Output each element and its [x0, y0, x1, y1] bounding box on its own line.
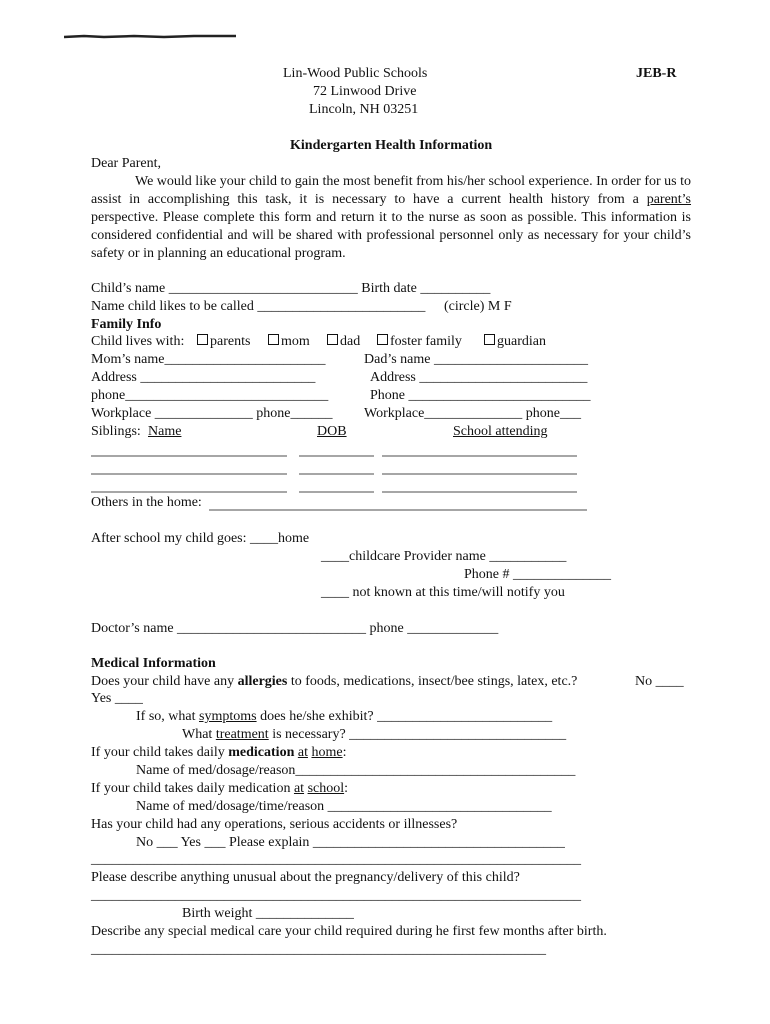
home-med-at: at — [297, 745, 308, 760]
school-med-colon: : — [344, 781, 349, 796]
allergy-question — [91, 674, 577, 690]
school-med-school: school — [307, 781, 345, 796]
operations-answer-field[interactable]: No ___ Yes ___ Please explain ____________________________________ — [136, 835, 565, 850]
allergy-text: to foods, medications, insect/bee stings, latex, etc.? — [287, 674, 578, 689]
siblings-col-dob: DOB — [317, 424, 347, 439]
form-title: Kindergarten Health Information — [290, 138, 493, 153]
checkbox-icon — [377, 334, 388, 345]
mom-address-field[interactable]: Address _________________________ — [91, 370, 316, 385]
mom-workplace-field[interactable]: Workplace ______________ phone______ — [91, 406, 333, 421]
special-care-question: Describe any special medical care your child required during he first few months after birth. — [91, 924, 607, 939]
dad-workplace-field[interactable]: Workplace______________ phone___ — [364, 406, 581, 421]
others-in-home-label: Others in the home: — [91, 495, 202, 510]
checkbox-guardian[interactable] — [484, 334, 546, 350]
checkbox-label: guardian — [497, 334, 546, 349]
school-med-at: at — [293, 781, 305, 796]
school-med-text: If your child takes daily medication — [91, 781, 294, 796]
birth-weight-field[interactable]: Birth weight ______________ — [182, 906, 354, 921]
nickname-field[interactable]: Name child likes to be called ________________________ — [91, 299, 426, 314]
after-school-childcare[interactable]: ____childcare Provider name ___________ — [321, 549, 567, 564]
home-med-name-field[interactable]: Name of med/dosage/reason________________________________________ — [136, 763, 576, 778]
allergy-no-field[interactable]: No ____ — [635, 674, 684, 689]
symptoms-field[interactable] — [136, 709, 552, 725]
treatment-keyword: treatment — [215, 727, 269, 742]
intro-parent: parent’s — [646, 192, 692, 207]
others-in-home-line[interactable] — [209, 508, 589, 512]
siblings-label: Siblings: — [91, 424, 141, 439]
school-medication-question — [91, 781, 348, 797]
school-med-name-field[interactable]: Name of med/dosage/time/reason ________________________________ — [136, 799, 552, 814]
checkbox-mom[interactable] — [268, 334, 310, 350]
checkbox-label: mom — [281, 334, 310, 349]
home-med-colon: : — [342, 745, 347, 760]
checkbox-label: foster family — [390, 334, 462, 349]
allergy-keyword: allergies — [237, 674, 288, 689]
operations-question: Has your child had any operations, serious accidents or illnesses? — [91, 817, 458, 832]
intro-text-2: perspective. Please complete this form and return it to the nurse as soon as possible. This information is considered confidential and will be shared with professional personnel only as necessary for your child’s safety or in planning an educational program. — [91, 210, 691, 261]
siblings-col-school: School attending — [453, 424, 548, 439]
special-care-answer-line[interactable]: _________________________________________________________________ — [91, 942, 546, 957]
home-medication-question — [91, 745, 346, 761]
checkbox-dad[interactable] — [327, 334, 360, 350]
checkbox-icon — [484, 334, 495, 345]
dads-name-field[interactable]: Dad’s name ______________________ — [364, 352, 588, 367]
medical-info-heading: Medical Information — [91, 656, 216, 671]
symptoms-keyword: symptoms — [199, 709, 257, 724]
allergy-yes-field[interactable]: Yes ____ — [91, 691, 143, 706]
after-school-unknown[interactable]: ____ not known at this time/will notify you — [321, 585, 565, 600]
family-info-heading: Family Info — [91, 317, 162, 332]
school-address: 72 Linwood Drive — [313, 84, 417, 99]
symptoms-text: If so, what — [136, 709, 199, 724]
mom-phone-field[interactable]: phone_____________________________ — [91, 388, 329, 403]
school-name: Lin-Wood Public Schools — [283, 66, 428, 81]
moms-name-field[interactable]: Mom’s name_______________________ — [91, 352, 326, 367]
home-med-home: home — [311, 745, 343, 760]
symptoms-text: does he/she exhibit? _________________________ — [256, 709, 553, 724]
checkbox-icon — [197, 334, 208, 345]
intro-paragraph — [91, 173, 691, 263]
scribble-mark — [64, 34, 236, 39]
checkbox-label: parents — [210, 334, 251, 349]
dad-phone-field[interactable]: Phone __________________________ — [370, 388, 591, 403]
school-city: Lincoln, NH 03251 — [309, 102, 419, 117]
home-med-text: If your child takes daily — [91, 745, 229, 760]
pregnancy-answer-line[interactable]: ______________________________________________________________________ — [91, 888, 581, 903]
checkbox-icon — [327, 334, 338, 345]
checkbox-foster-family[interactable] — [377, 334, 462, 350]
siblings-col-name: Name — [148, 424, 182, 439]
operations-extra-line[interactable]: ______________________________________________________________________ — [91, 852, 581, 867]
dad-address-field[interactable]: Address ________________________ — [370, 370, 588, 385]
pregnancy-question: Please describe anything unusual about the pregnancy/delivery of this child? — [91, 870, 520, 885]
lives-with-label: Child lives with: — [91, 334, 185, 349]
doctor-field[interactable]: Doctor’s name ___________________________ phone _____________ — [91, 621, 499, 636]
siblings-table — [90, 440, 590, 500]
checkbox-parents[interactable] — [197, 334, 250, 350]
childs-name-field[interactable]: Child’s name ___________________________ Birth date __________ — [91, 281, 491, 296]
checkbox-label: dad — [340, 334, 361, 349]
form-code: JEB-R — [636, 66, 677, 81]
allergy-text: Does your child have any — [91, 674, 238, 689]
intro-text-1: We would like your child to gain the most benefit from his/her school experience. In order for us to assist in accomplishing this task, it is necessary to have a current health history from a — [91, 174, 692, 207]
treatment-text: What — [182, 727, 216, 742]
treatment-text: is necessary? _______________________________ — [268, 727, 567, 742]
greeting: Dear Parent, — [91, 156, 161, 171]
gender-circle[interactable]: (circle) M F — [444, 299, 512, 314]
treatment-field[interactable] — [182, 727, 566, 743]
checkbox-icon — [268, 334, 279, 345]
after-school-home[interactable]: After school my child goes: ____home — [91, 531, 310, 546]
childcare-phone-field[interactable]: Phone # ______________ — [464, 567, 611, 582]
home-med-keyword: medication — [228, 745, 295, 760]
